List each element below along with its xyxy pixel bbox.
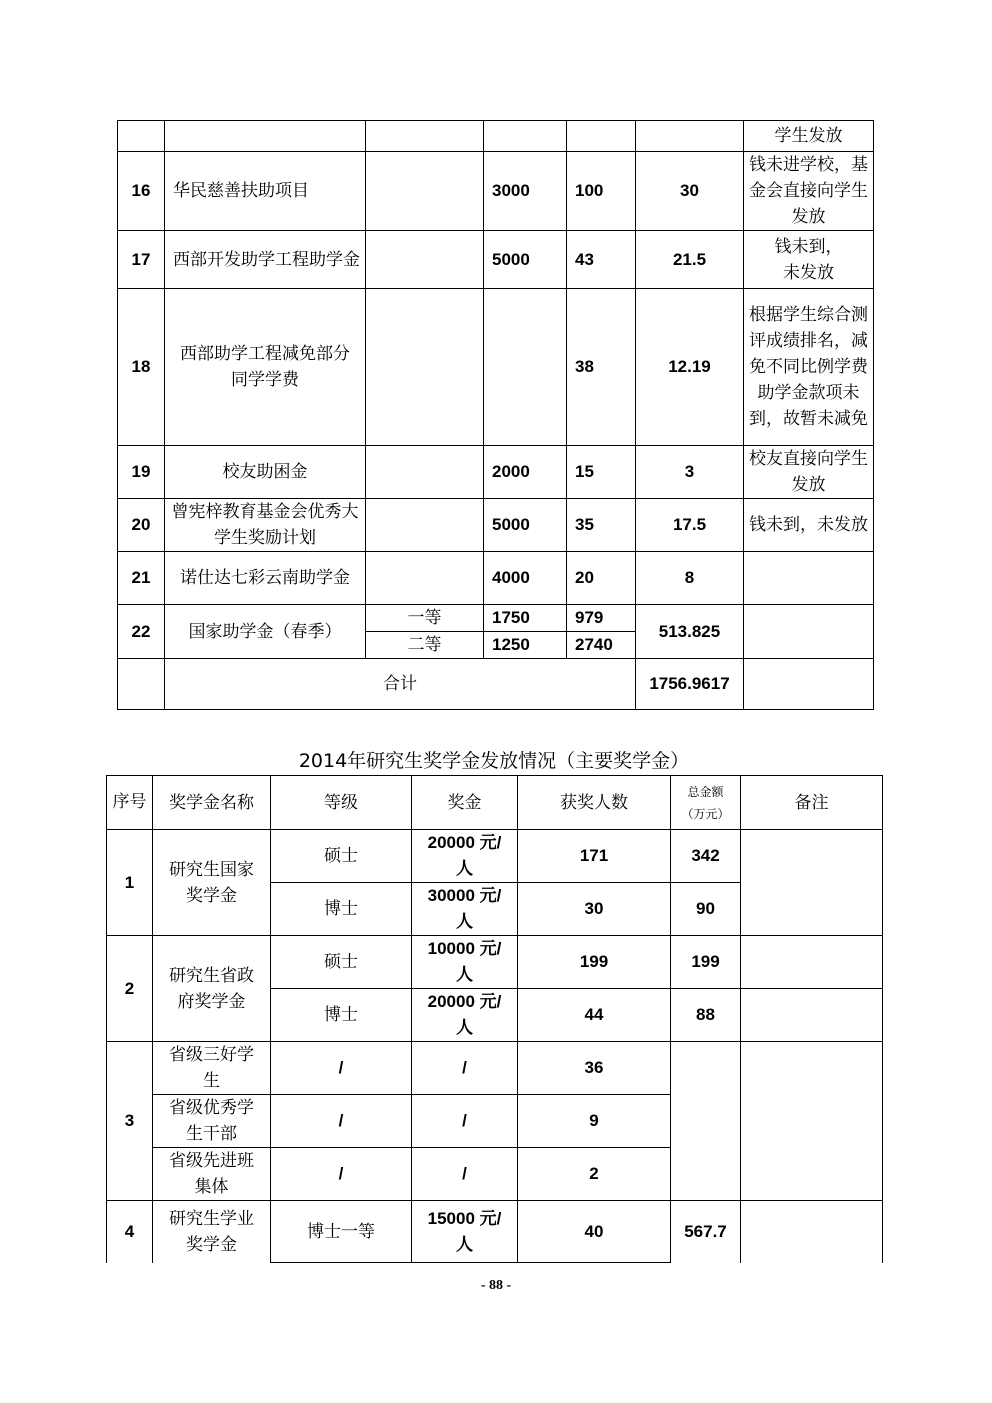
- row-number: 20: [118, 499, 165, 552]
- scholarship-amount: 20000 元/人: [412, 989, 518, 1042]
- col-header-note: 备注: [741, 776, 883, 830]
- table-row: [118, 605, 874, 632]
- scholarship-name: 研究生国家奖学金: [153, 830, 271, 936]
- scholarship-count: 40: [518, 1201, 671, 1263]
- scholarship-note: [741, 936, 883, 989]
- scholarship-amount: /: [412, 1095, 518, 1148]
- scholarship-level: 硕士: [271, 936, 412, 989]
- aid-count: 15: [567, 446, 636, 499]
- table-row: [118, 152, 874, 231]
- col-header-no: 序号: [107, 776, 153, 830]
- scholarship-count: 171: [518, 830, 671, 883]
- aid-name: 校友助困金: [165, 446, 366, 499]
- aid-name: 西部开发助学工程助学金: [165, 231, 366, 289]
- scholarship-name: 省级三好学生: [153, 1042, 271, 1095]
- aid-amount: 1750: [484, 605, 567, 632]
- scholarship-total: 567.7: [671, 1201, 741, 1263]
- scholarship-level: /: [271, 1095, 412, 1148]
- aid-total: 8: [636, 552, 744, 605]
- col-header-amount: 奖金: [412, 776, 518, 830]
- scholarship-name: 研究生学业奖学金: [153, 1201, 271, 1263]
- aid-total: 21.5: [636, 231, 744, 289]
- scholarship-note: [741, 1042, 883, 1201]
- scholarship-table: [106, 775, 883, 1263]
- aid-count: 100: [567, 152, 636, 231]
- scholarship-amount: /: [412, 1042, 518, 1095]
- sum-note: [744, 659, 874, 710]
- aid-level: 二等: [366, 632, 484, 659]
- col-header-total: [671, 776, 741, 830]
- aid-total: 3: [636, 446, 744, 499]
- aid-total: 12.19: [636, 289, 744, 446]
- sum-label: 合计: [165, 659, 636, 710]
- aid-count: 38: [567, 289, 636, 446]
- scholarship-level: 博士: [271, 989, 412, 1042]
- aid-name: 华民慈善扶助项目: [165, 152, 366, 231]
- table-row: [107, 936, 883, 989]
- row-number: 22: [118, 605, 165, 659]
- scholarship-total: 90: [671, 883, 741, 936]
- scholarship-amount: 10000 元/人: [412, 936, 518, 989]
- scholarship-level: 博士: [271, 883, 412, 936]
- scholarship-amount: 20000 元/人: [412, 830, 518, 883]
- aid-amount: 4000: [484, 552, 567, 605]
- table-row: [118, 231, 874, 289]
- aid-name: 诺仕达七彩云南助学金: [165, 552, 366, 605]
- scholarship-count: 44: [518, 989, 671, 1042]
- scholarship-amount: 30000 元/人: [412, 883, 518, 936]
- aid-count: [567, 121, 636, 152]
- table-row: [118, 446, 874, 499]
- table-row: [118, 289, 874, 446]
- aid-count: 20: [567, 552, 636, 605]
- page-number: - 88 -: [480, 1278, 512, 1293]
- aid-table: [117, 120, 874, 710]
- scholarship-level: 硕士: [271, 830, 412, 883]
- col-header-level: 等级: [271, 776, 412, 830]
- aid-total: 30: [636, 152, 744, 231]
- scholarship-note: [741, 1201, 883, 1263]
- aid-total: 17.5: [636, 499, 744, 552]
- aid-level: [366, 121, 484, 152]
- scholarship-count: 36: [518, 1042, 671, 1095]
- table-row: [118, 499, 874, 552]
- table-row: [107, 1042, 883, 1095]
- scholarship-count: 2: [518, 1148, 671, 1201]
- row-number: [118, 121, 165, 152]
- aid-level: [366, 231, 484, 289]
- aid-amount: 5000: [484, 499, 567, 552]
- table-row: [118, 121, 874, 152]
- aid-name: 国家助学金（春季）: [165, 605, 366, 659]
- aid-name: [165, 121, 366, 152]
- aid-note: 根据学生综合测评成绩排名，减免不同比例学费助学金款项未到，故暂未减免: [744, 289, 874, 446]
- col-header-count: 获奖人数: [518, 776, 671, 830]
- scholarship-level: 博士一等: [271, 1201, 412, 1263]
- aid-amount: 5000: [484, 231, 567, 289]
- aid-level: [366, 446, 484, 499]
- col-header-total-line2: （万元）: [681, 806, 730, 821]
- table-row: [118, 552, 874, 605]
- scholarship-name: 省级先进班集体: [153, 1148, 271, 1201]
- table-row: [107, 830, 883, 883]
- scholarship-amount: 15000 元/人: [412, 1201, 518, 1263]
- row-number: 4: [107, 1201, 153, 1263]
- scholarship-count: 30: [518, 883, 671, 936]
- row-number: 18: [118, 289, 165, 446]
- aid-amount: [484, 121, 567, 152]
- scholarship-note: [741, 989, 883, 1042]
- aid-note: 钱未进学校，基金会直接向学生发放: [744, 152, 874, 231]
- row-number: 16: [118, 152, 165, 231]
- scholarship-count: 9: [518, 1095, 671, 1148]
- aid-level: [366, 289, 484, 446]
- scholarship-total: 199: [671, 936, 741, 989]
- aid-level: [366, 499, 484, 552]
- scholarship-name: 研究生省政府奖学金: [153, 936, 271, 1042]
- row-number: 19: [118, 446, 165, 499]
- scholarship-name: 省级优秀学生干部: [153, 1095, 271, 1148]
- aid-amount: 3000: [484, 152, 567, 231]
- aid-name: 西部助学工程减免部分同学学费: [165, 289, 366, 446]
- scholarship-total: 88: [671, 989, 741, 1042]
- aid-note: 学生发放: [744, 121, 874, 152]
- aid-note: [744, 552, 874, 605]
- scholarship-level: /: [271, 1042, 412, 1095]
- aid-note: 钱未到，未发放: [744, 231, 874, 289]
- scholarship-note: [741, 830, 883, 936]
- col-header-name: 奖学金名称: [153, 776, 271, 830]
- aid-count: 2740: [567, 632, 636, 659]
- sum-blank-cell: [118, 659, 165, 710]
- header-row: [107, 776, 883, 830]
- sum-total: 1756.9617: [636, 659, 744, 710]
- aid-level: [366, 152, 484, 231]
- row-number: 21: [118, 552, 165, 605]
- scholarship-level: /: [271, 1148, 412, 1201]
- row-number: 2: [107, 936, 153, 1042]
- scholarship-total: [671, 1042, 741, 1201]
- aid-amount: 1250: [484, 632, 567, 659]
- aid-amount: 2000: [484, 446, 567, 499]
- aid-level: [366, 552, 484, 605]
- aid-amount: [484, 289, 567, 446]
- scholarship-amount: /: [412, 1148, 518, 1201]
- scholarship-total: 342: [671, 830, 741, 883]
- scholarship-count: 199: [518, 936, 671, 989]
- table-row: [107, 1201, 883, 1263]
- table-title: 2014年研究生奖学金发放情况（主要奖学金）: [298, 750, 690, 772]
- row-number: 1: [107, 830, 153, 936]
- aid-count: 979: [567, 605, 636, 632]
- aid-note: 校友直接向学生发放: [744, 446, 874, 499]
- col-header-total-line1: 总金额: [687, 784, 724, 799]
- aid-note: 钱未到，未发放: [744, 499, 874, 552]
- sum-row: [118, 659, 874, 710]
- aid-level: 一等: [366, 605, 484, 632]
- aid-total: [636, 121, 744, 152]
- row-number: 3: [107, 1042, 153, 1201]
- aid-name: 曾宪梓教育基金会优秀大学生奖励计划: [165, 499, 366, 552]
- aid-count: 43: [567, 231, 636, 289]
- aid-count: 35: [567, 499, 636, 552]
- aid-note: [744, 605, 874, 659]
- row-number: 17: [118, 231, 165, 289]
- aid-total: 513.825: [636, 605, 744, 659]
